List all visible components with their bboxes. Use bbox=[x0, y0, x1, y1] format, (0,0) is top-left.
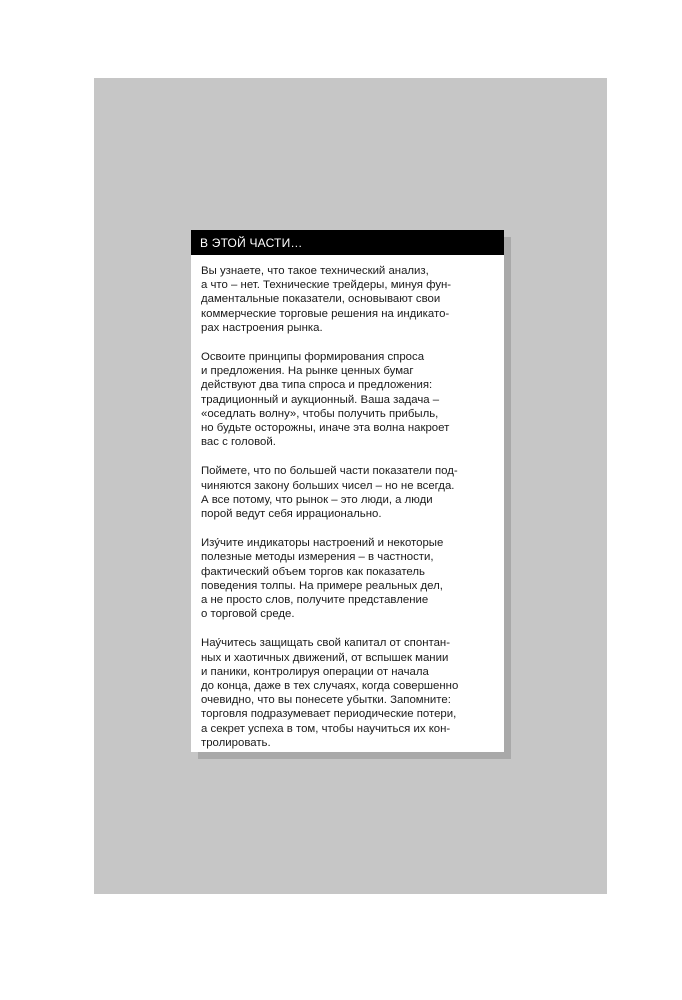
paragraph-line: тролировать. bbox=[201, 736, 271, 749]
paragraph bbox=[201, 636, 494, 750]
paragraph-line: Вы узнаете, что такое технический анализ, bbox=[201, 265, 429, 277]
sidebar-box bbox=[191, 230, 504, 752]
paragraph-line: но будьте осторожны, иначе эта волна накроет bbox=[201, 422, 450, 435]
paragraph-line: вас с головой. bbox=[201, 436, 276, 449]
paragraph-line: коммерческие торговые решения на индикато- bbox=[201, 307, 450, 320]
paragraph-line: Поймете, что по большей части показатели под- bbox=[201, 465, 458, 478]
sidebar-header: В ЭТОЙ ЧАСТИ… bbox=[191, 230, 504, 255]
paragraph bbox=[201, 350, 494, 449]
paragraph-line: действуют два типа спроса и предложения: bbox=[201, 379, 433, 392]
paragraph-line: традиционный и аукционный. Ваша задача – bbox=[201, 393, 440, 406]
paragraph bbox=[201, 464, 494, 521]
paragraph-line: ных и хаотичных движений, от вспышек мании bbox=[201, 651, 449, 664]
paragraph-line: Нау́читесь защищать свой капитал от спонтан- bbox=[201, 637, 450, 650]
paragraph bbox=[201, 264, 494, 335]
paragraph-line: Изу́чите индикаторы настроений и некоторые bbox=[201, 537, 444, 550]
paragraph-line: а не просто слов, получите представление bbox=[201, 594, 429, 607]
paragraph-line: о торговой среде. bbox=[201, 608, 295, 621]
paragraph-line: а что – нет. Технические трейдеры, минуя фун- bbox=[201, 279, 452, 292]
paragraph-line: «оседлать волну», чтобы получить прибыль, bbox=[201, 407, 439, 420]
paragraph-line: поведения толпы. На примере реальных дел, bbox=[201, 579, 443, 592]
paragraph-line: А все потому, что рынок – это люди, а люди bbox=[201, 493, 433, 506]
paragraph-line: очевидно, что вы понесете убытки. Запомните: bbox=[201, 694, 451, 707]
paragraph-line: полезные методы измерения – в частности, bbox=[201, 551, 434, 564]
paragraph-line: Освоите принципы формирования спроса bbox=[201, 351, 425, 364]
paragraph-line: даментальные показатели, основывают свои bbox=[201, 293, 441, 306]
paragraph-line: и паники, контролируя операции от начала bbox=[201, 665, 429, 678]
paragraph-line: порой ведут себя иррационально. bbox=[201, 508, 382, 521]
paragraph-line: а секрет успеха в том, чтобы научиться их кон- bbox=[201, 722, 451, 735]
paragraph bbox=[201, 536, 494, 621]
paragraph-line: фактический объем торгов как показатель bbox=[201, 565, 425, 578]
paragraph-line: и предложения. На рынке ценных бумаг bbox=[201, 365, 414, 378]
paragraph-line: торговля подразумевает периодические потери, bbox=[201, 708, 457, 721]
paragraph-line: чиняются закону больших чисел – но не всегда. bbox=[201, 479, 455, 492]
sidebar-body bbox=[191, 255, 504, 750]
paragraph-line: до конца, даже в тех случаях, когда совершенно bbox=[201, 680, 459, 693]
paragraph-line: рах настроения рынка. bbox=[201, 321, 323, 334]
